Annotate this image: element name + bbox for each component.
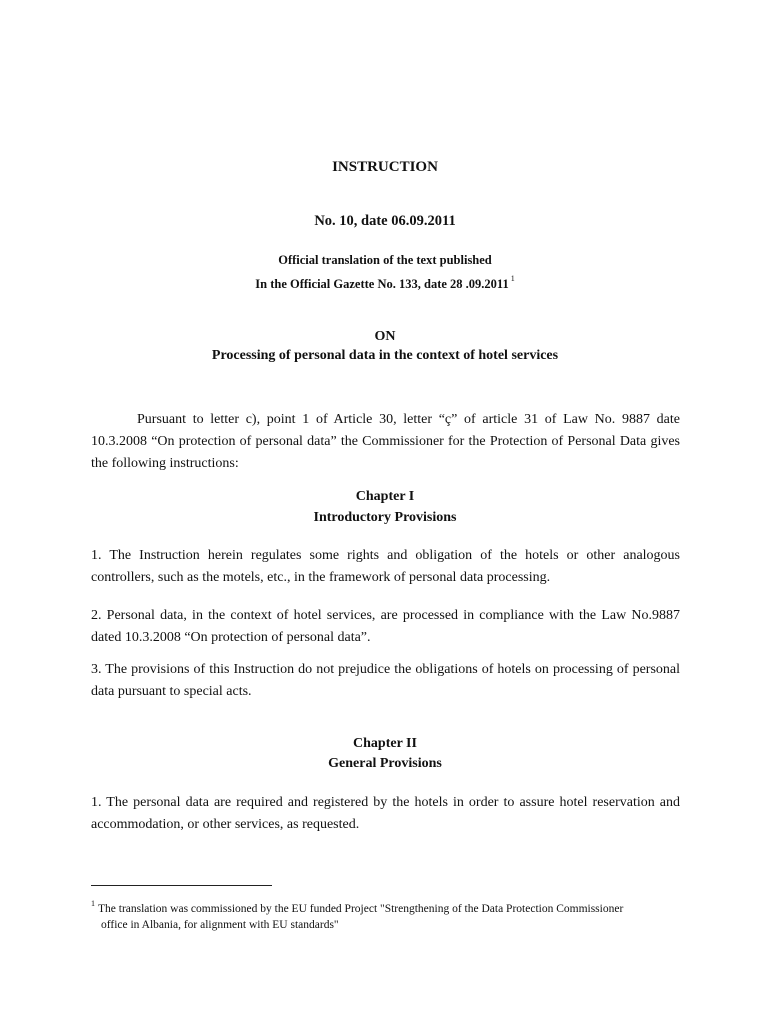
footnote-divider xyxy=(91,885,272,886)
chapter-1-title: Introductory Provisions xyxy=(313,510,457,525)
chapter-2-title: General Provisions xyxy=(328,756,442,771)
translation-note-line2 xyxy=(0,274,770,292)
chapter-2-paragraph-1: 1. The personal data are required and registered by the hotels in order to assure hotel reservation and accommodation, or other services, as requested. xyxy=(91,795,680,832)
preamble-paragraph: Pursuant to letter c), point 1 of Article 30, letter “ç” of article 31 of Law No. 9887 date 10.3.2008 “On protection of personal data” the Commissioner for the Protection of Personal Data gives the following instructions: xyxy=(91,412,680,471)
footnote-text-1: The translation was commissioned by the EU funded Project "Strengthening of the Data Protection Commissioner xyxy=(98,903,624,915)
chapter-1-paragraph-1: 1. The Instruction herein regulates some rights and obligation of the hotels or other analogous controllers, such as the motels, etc., in the framework of personal data processing. xyxy=(91,548,680,585)
footnote-mark: 1 xyxy=(91,899,95,908)
chapter-1-number: Chapter I xyxy=(355,489,415,504)
footnote-line-2: office in Albania, for alignment with EU standards" xyxy=(101,919,339,931)
document-number: No. 10, date 06.09.2011 xyxy=(314,213,456,229)
chapter-2-number: Chapter II xyxy=(353,736,417,751)
chapter-1-paragraph-3: 3. The provisions of this Instruction do not prejudice the obligations of hotels on processing of personal data pursuant to special acts. xyxy=(91,662,680,699)
footnote xyxy=(91,896,686,933)
translation-note-line1: Official translation of the text published xyxy=(278,253,492,267)
footnote-reference: 1 xyxy=(510,274,515,283)
subject-title: Processing of personal data in the context of hotel services xyxy=(211,348,559,363)
chapter-1-paragraph-2: 2. Personal data, in the context of hotel services, are processed in compliance with the Law No.9887 dated 10.3.2008 “On protection of personal data”. xyxy=(91,608,680,645)
gazette-reference: In the Official Gazette No. 133, date 28 .09.2011 xyxy=(255,277,509,291)
footnote-line-1 xyxy=(91,896,686,917)
document-title: INSTRUCTION xyxy=(332,159,438,175)
subject-on: ON xyxy=(374,329,396,344)
